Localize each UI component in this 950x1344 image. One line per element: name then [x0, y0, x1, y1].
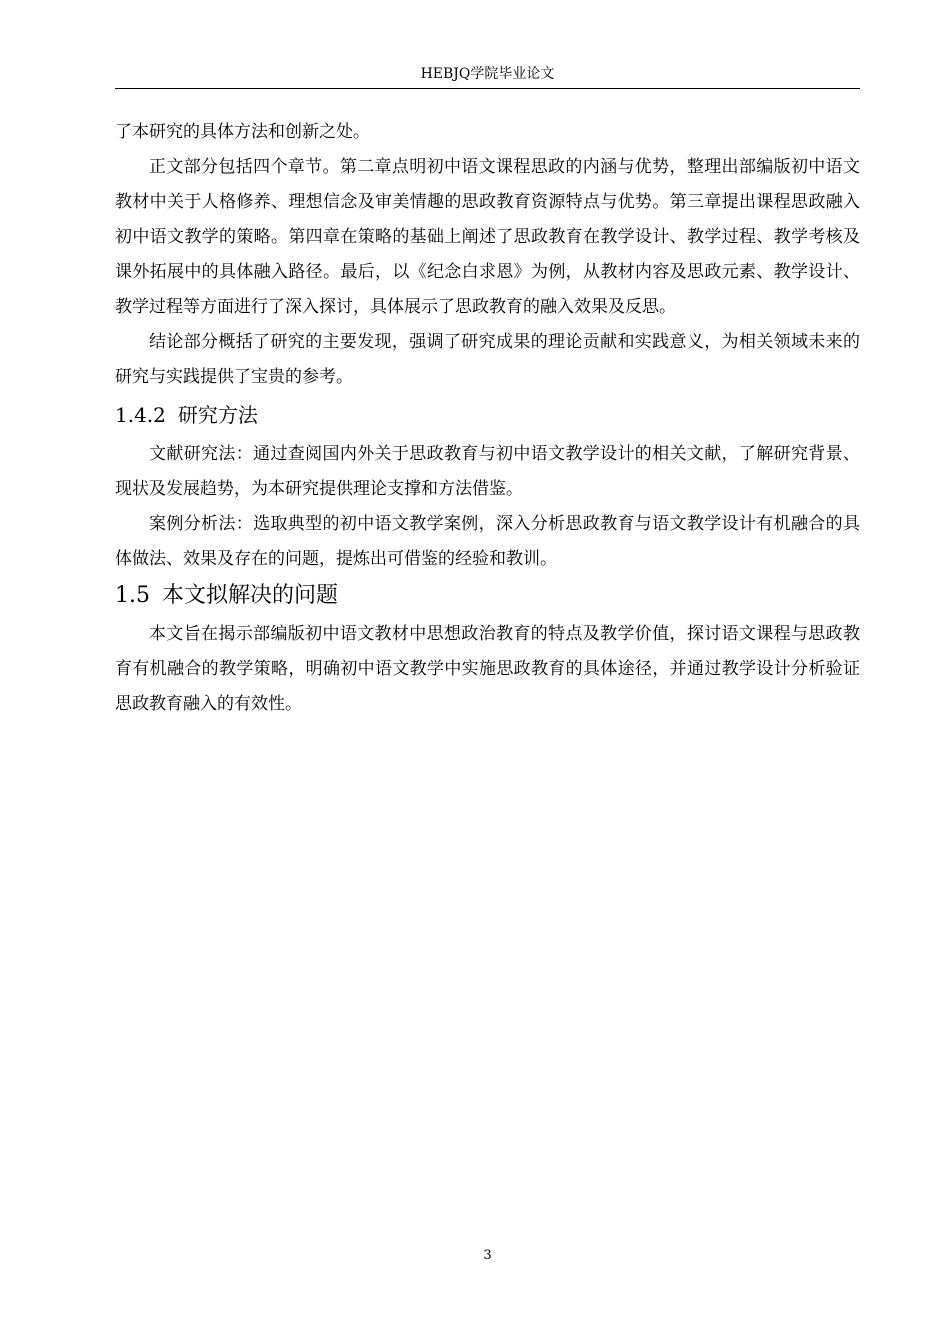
heading-number: 1.5 — [115, 583, 150, 608]
heading-title: 研究方法 — [177, 403, 258, 427]
heading-number: 1.4.2 — [115, 403, 166, 427]
page-body — [115, 115, 860, 722]
heading-problems-to-solve — [115, 577, 860, 617]
paragraph-aims: 本文旨在揭示部编版初中语文教材中思想政治教育的特点及教学价值，探讨语文课程与思政教育有机融合的教学策略，明确初中语文教学中实施思政教育的具体途径，并通过教学设计分析验证思政教育融入的有效性。 — [115, 624, 860, 714]
heading-title: 本文拟解决的问题 — [162, 583, 339, 608]
paragraph-body-structure: 正文部分包括四个章节。第二章点明初中语文课程思政的内涵与优势，整理出部编版初中语文教材中关于人格修养、理想信念及审美情趣的思政教育资源特点与优势。第三章提出课程思政融入初中语文教学的策略。第四章在策略的基础上阐述了思政教育在教学设计、教学过程、教学考核及课外拓展中的具体融入路径。最后，以《纪念白求恩》为例，从教材内容及思政元素、教学设计、教学过程等方面进行了深入探讨，具体展示了思政教育的融入效果及反思。 — [115, 157, 860, 317]
page-number: 3 — [483, 1248, 492, 1263]
paragraph-literature-method: 文献研究法：通过查阅国内外关于思政教育与初中语文教学设计的相关文献，了解研究背景、现状及发展趋势，为本研究提供理论支撑和方法借鉴。 — [115, 444, 860, 499]
paragraph-case-method: 案例分析法：选取典型的初中语文教学案例，深入分析思政教育与语文教学设计有机融合的具体做法、效果及存在的问题，提炼出可借鉴的经验和教训。 — [115, 514, 860, 569]
paragraph-conclusion-summary: 结论部分概括了研究的主要发现，强调了研究成果的理论贡献和实践意义，为相关领域未来的研究与实践提供了宝贵的参考。 — [115, 332, 860, 387]
header-rule — [115, 88, 860, 89]
heading-research-methods — [115, 395, 860, 437]
paragraph-continued: 了本研究的具体方法和创新之处。 — [115, 122, 370, 142]
running-header: HEBJQ学院毕业论文 — [420, 66, 555, 82]
